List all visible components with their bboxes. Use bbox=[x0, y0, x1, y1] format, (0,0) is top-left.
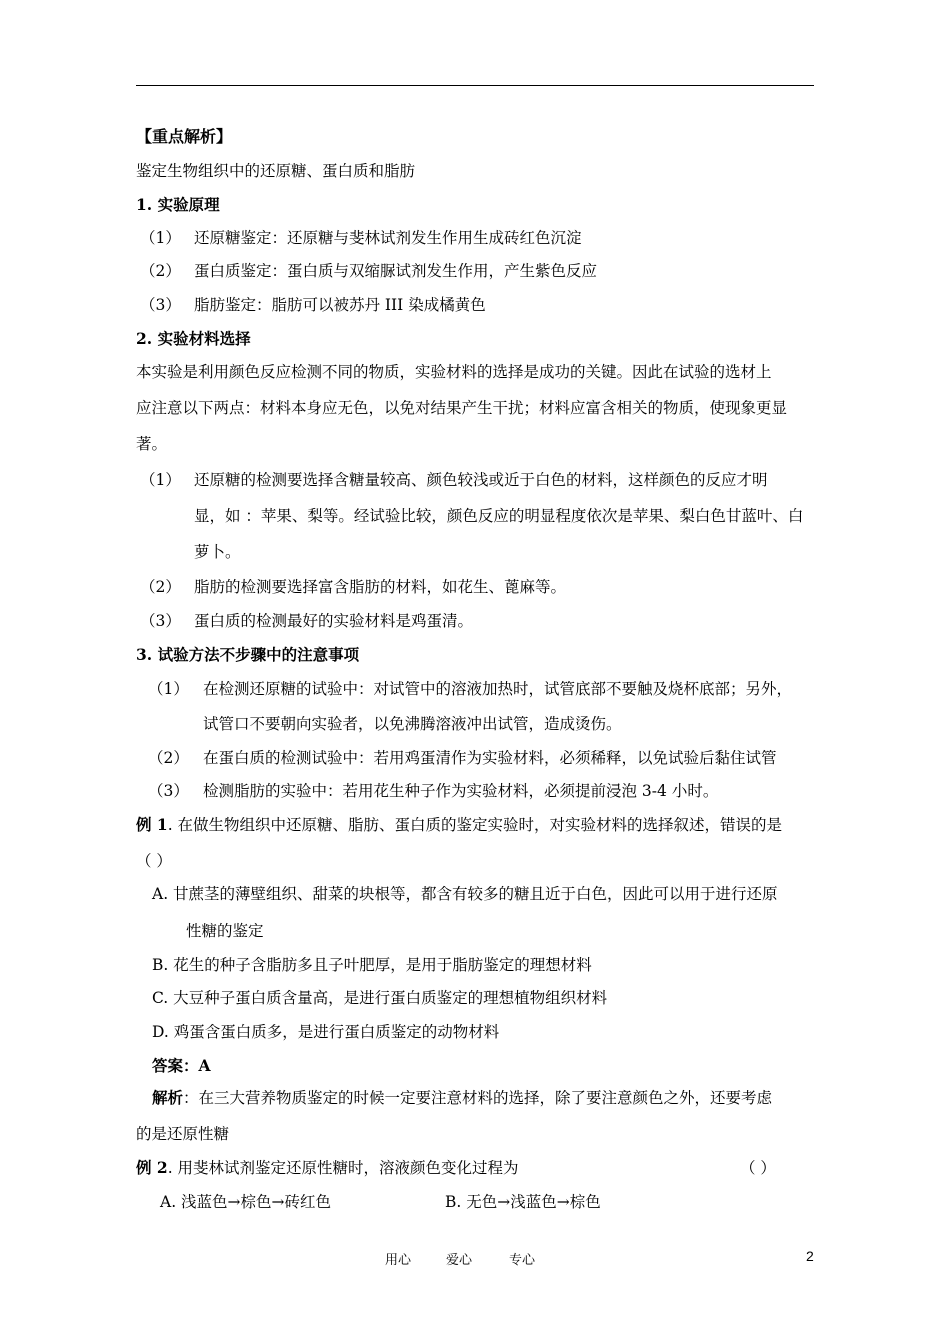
header-rule bbox=[136, 85, 814, 86]
s2-para-line1: 本实验是利用颜色反应检测不同的物质，实验材料的选择是成功的关键。因此在试验的选材上 bbox=[136, 363, 772, 381]
example1-answer-value: A bbox=[198, 1056, 211, 1075]
example1-option-a-line1: A. 甘蔗茎的薄壁组织、甜菜的块根等，都含有较多的糖且近于白色，因此可以用于进行还原 bbox=[152, 885, 778, 903]
s1-item1-num: （1） bbox=[140, 229, 181, 247]
example1-option-b: B. 花生的种子含脂肪多且子叶肥厚，是用于脂肪鉴定的理想材料 bbox=[152, 956, 592, 974]
s1-title: 1. 实验原理 bbox=[136, 195, 220, 214]
s2-para-line2: 应注意以下两点：材料本身应无色，以免对结果产生干扰；材料应富含相关的物质，使现象更显 bbox=[136, 399, 788, 417]
s3-item1-num: （1） bbox=[148, 680, 189, 698]
example2-question-text: . 用斐林试剂鉴定还原性糖时，溶液颜色变化过程为 bbox=[167, 1159, 519, 1177]
s2-item2-text: 脂肪的检测要选择富含脂肪的材料，如花生、蓖麻等。 bbox=[194, 578, 567, 596]
example1-analysis-label: 解析 bbox=[152, 1088, 184, 1107]
s2-item1-line1: 还原糖的检测要选择含糖量较高、颜色较浅或近于白色的材料，这样颜色的反应才明 bbox=[194, 471, 768, 489]
s2-item1-num: （1） bbox=[140, 471, 181, 489]
s3-item3-text: 检测脂肪的实验中：若用花生种子作为实验材料，必须提前浸泡 3-4 小时。 bbox=[203, 782, 719, 800]
example1-question bbox=[136, 815, 782, 835]
s1-item2-text: 蛋白质鉴定：蛋白质与双缩脲试剂发生作用，产生紫色反应 bbox=[194, 262, 598, 280]
s2-item1-line3: 萝卜。 bbox=[194, 543, 241, 561]
example1-label: 例 1 bbox=[136, 815, 168, 834]
example1-analysis-line1 bbox=[152, 1088, 772, 1108]
example1-analysis-line2: 的是还原性糖 bbox=[136, 1125, 230, 1143]
s3-item2-text: 在蛋白质的检测试验中：若用鸡蛋清作为实验材料，必须稀释，以免试验后黏住试管 bbox=[203, 749, 777, 767]
s2-item3-num: （3） bbox=[140, 612, 181, 630]
s3-item1-line2: 试管口不要朝向实验者，以免沸腾溶液冲出试管，造成烫伤。 bbox=[203, 715, 622, 733]
s3-title: 3. 试验方法不步骤中的注意事项 bbox=[136, 645, 360, 664]
s1-item3-num: （3） bbox=[140, 296, 181, 314]
s2-para-line3: 著。 bbox=[136, 435, 168, 453]
s3-item3-num: （3） bbox=[148, 782, 189, 800]
s2-item1-line2: 显，如 ：苹果、梨等。经试验比较，颜色反应的明显程度依次是苹果、梨白色甘蓝叶、白 bbox=[194, 507, 804, 525]
s3-item1-line1: 在检测还原糖的试验中：对试管中的溶液加热时，试管底部不要触及烧杯底部；另外， bbox=[203, 680, 793, 698]
example1-option-c: C. 大豆种子蛋白质含量高，是进行蛋白质鉴定的理想植物组织材料 bbox=[152, 989, 608, 1007]
s1-item3-text: 脂肪鉴定：脂肪可以被苏丹 III 染成橘黄色 bbox=[194, 296, 486, 314]
s2-item2-num: （2） bbox=[140, 578, 181, 596]
example1-answer bbox=[152, 1056, 211, 1076]
example1-question-text: . 在做生物组织中还原糖、脂肪、蛋白质的鉴定实验时，对实验材料的选择叙述，错误的是 bbox=[167, 816, 783, 834]
footer-right: 专心 bbox=[509, 1253, 536, 1268]
example1-blank: （ ） bbox=[136, 852, 172, 870]
example1-analysis-text: ：在三大营养物质鉴定的时候一定要注意材料的选择，除了要注意颜色之外，还要考虑 bbox=[183, 1089, 773, 1107]
s2-item3-text: 蛋白质的检测最好的实验材料是鸡蛋清。 bbox=[194, 612, 474, 630]
example2-label: 例 2 bbox=[136, 1158, 168, 1177]
example2-option-b: B. 无色→浅蓝色→棕色 bbox=[445, 1193, 601, 1211]
s1-item2-num: （2） bbox=[140, 262, 181, 280]
example1-option-a-line2: 性糖的鉴定 bbox=[186, 922, 264, 940]
section-title: 【重点解析】 bbox=[136, 127, 233, 146]
s2-title: 2. 实验材料选择 bbox=[136, 329, 251, 348]
footer-middle: 爱心 bbox=[446, 1253, 473, 1268]
intro-text: 鉴定生物组织中的还原糖、蛋白质和脂肪 bbox=[136, 162, 416, 180]
example2-blank: （ ） bbox=[740, 1159, 776, 1177]
example2-option-a: A. 浅蓝色→棕色→砖红色 bbox=[160, 1193, 332, 1211]
example1-option-d: D. 鸡蛋含蛋白质多，是进行蛋白质鉴定的动物材料 bbox=[152, 1023, 500, 1041]
example2-question bbox=[136, 1158, 519, 1178]
footer-left: 用心 bbox=[385, 1253, 412, 1268]
s3-item2-num: （2） bbox=[148, 749, 189, 767]
s1-item1-text: 还原糖鉴定：还原糖与斐林试剂发生作用生成砖红色沉淀 bbox=[194, 229, 582, 247]
example1-answer-label: 答案： bbox=[152, 1056, 199, 1075]
page-number: 2 bbox=[806, 1248, 814, 1264]
